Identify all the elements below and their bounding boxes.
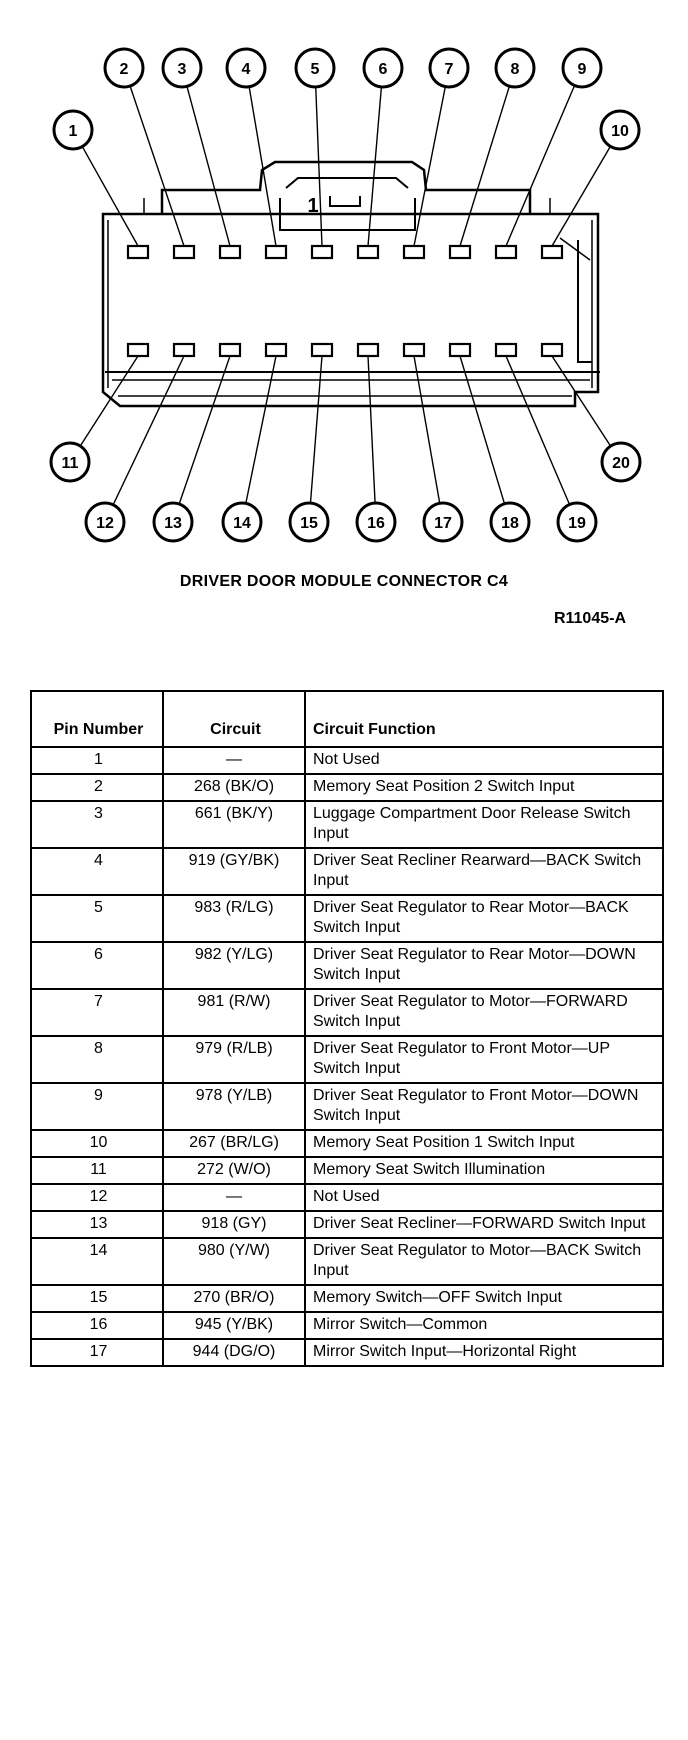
cell-circuit-function: Mirror Switch—Common: [305, 1312, 663, 1339]
leader-line-4: [249, 87, 276, 246]
callout-pin-8: [496, 49, 534, 87]
cell-circuit: —: [163, 747, 305, 774]
cell-circuit-function: Not Used: [305, 747, 663, 774]
svg-text:14: 14: [233, 515, 251, 532]
pin-cavity-4: [266, 246, 286, 258]
diagram-title: DRIVER DOOR MODULE CONNECTOR C4: [179, 573, 509, 590]
svg-text:16: 16: [367, 515, 385, 532]
header-circuit: Circuit: [163, 691, 305, 747]
leader-line-8: [460, 86, 509, 246]
cell-pin-number: 12: [31, 1184, 163, 1211]
cell-circuit: 918 (GY): [163, 1211, 305, 1238]
pin-cavity-10: [542, 246, 562, 258]
cell-circuit-function: Driver Seat Recliner Rearward—BACK Switch Input: [305, 848, 663, 895]
callout-pin-12: [86, 503, 124, 541]
svg-text:10: 10: [611, 123, 629, 140]
diagram-reference: R11045-A: [553, 610, 626, 627]
cell-pin-number: 16: [31, 1312, 163, 1339]
svg-text:18: 18: [501, 515, 519, 532]
cell-circuit: 944 (DG/O): [163, 1339, 305, 1366]
callout-pin-4: [227, 49, 265, 87]
leader-line-19: [506, 356, 570, 505]
svg-text:15: 15: [300, 515, 318, 532]
cell-circuit: 982 (Y/LG): [163, 942, 305, 989]
table-header-row: [31, 691, 663, 747]
table-row: [31, 1285, 663, 1312]
callout-pin-15: [290, 503, 328, 541]
callout-pin-3: [163, 49, 201, 87]
cell-circuit-function: Mirror Switch Input—Horizontal Right: [305, 1339, 663, 1366]
leader-line-17: [414, 356, 440, 503]
leader-line-10: [552, 146, 610, 246]
leader-line-14: [246, 356, 276, 503]
cell-circuit: 981 (R/W): [163, 989, 305, 1036]
leader-line-1: [82, 147, 138, 246]
table-row: [31, 801, 663, 848]
pin-cavity-11: [128, 344, 148, 356]
cell-pin-number: 15: [31, 1285, 163, 1312]
callout-pin-9: [563, 49, 601, 87]
cell-pin-number: 9: [31, 1083, 163, 1130]
pin-cavity-19: [496, 344, 516, 356]
cell-circuit: 268 (BK/O): [163, 774, 305, 801]
pin-cavity-13: [220, 344, 240, 356]
cell-circuit-function: Driver Seat Regulator to Motor—FORWARD Switch Input: [305, 989, 663, 1036]
cell-circuit-function: Driver Seat Regulator to Front Motor—UP Switch Input: [305, 1036, 663, 1083]
table-row: [31, 848, 663, 895]
callout-pin-7: [430, 49, 468, 87]
table-row: [31, 1184, 663, 1211]
callout-pin-1: [54, 111, 92, 149]
svg-text:1: 1: [68, 123, 78, 140]
table-row: [31, 1339, 663, 1366]
leader-line-16: [368, 356, 375, 503]
cell-pin-number: 10: [31, 1130, 163, 1157]
leader-line-3: [187, 86, 230, 246]
callout-pin-20: [602, 443, 640, 481]
cell-circuit-function: Driver Seat Recliner—FORWARD Switch Input: [305, 1211, 663, 1238]
leader-line-2: [130, 86, 184, 246]
svg-text:5: 5: [310, 61, 320, 78]
cell-circuit-function: Memory Seat Position 2 Switch Input: [305, 774, 663, 801]
cell-circuit-function: Driver Seat Regulator to Motor—BACK Switch Input: [305, 1238, 663, 1285]
header-circuit-function: Circuit Function: [305, 691, 663, 747]
table-row: [31, 989, 663, 1036]
svg-text:9: 9: [577, 61, 587, 78]
cell-circuit: 978 (Y/LB): [163, 1083, 305, 1130]
cell-pin-number: 8: [31, 1036, 163, 1083]
pin-cavity-3: [220, 246, 240, 258]
cell-circuit-function: Luggage Compartment Door Release Switch Input: [305, 801, 663, 848]
table-row: [31, 1083, 663, 1130]
pin-cavity-9: [496, 246, 516, 258]
pin-cavity-18: [450, 344, 470, 356]
pin-cavity-5: [312, 246, 332, 258]
cell-circuit: 661 (BK/Y): [163, 801, 305, 848]
leader-line-20: [552, 356, 611, 446]
cell-circuit-function: Memory Seat Position 1 Switch Input: [305, 1130, 663, 1157]
cell-circuit-function: Memory Seat Switch Illumination: [305, 1157, 663, 1184]
connector-key-label: 1: [307, 195, 319, 217]
svg-text:13: 13: [164, 515, 182, 532]
leader-line-15: [310, 356, 322, 503]
table-row: [31, 1211, 663, 1238]
svg-text:7: 7: [444, 61, 454, 78]
cell-circuit: 979 (R/LB): [163, 1036, 305, 1083]
table-row: [31, 1036, 663, 1083]
cell-pin-number: 6: [31, 942, 163, 989]
svg-text:17: 17: [434, 515, 452, 532]
connector-housing: [103, 214, 598, 406]
pin-cavity-2: [174, 246, 194, 258]
cell-circuit: 270 (BR/O): [163, 1285, 305, 1312]
pin-table: [30, 690, 664, 1367]
cell-circuit: 272 (W/O): [163, 1157, 305, 1184]
callout-pin-2: [105, 49, 143, 87]
cell-pin-number: 5: [31, 895, 163, 942]
svg-text:19: 19: [568, 515, 586, 532]
leader-line-11: [80, 356, 138, 446]
cell-circuit-function: Memory Switch—OFF Switch Input: [305, 1285, 663, 1312]
svg-text:2: 2: [119, 61, 129, 78]
cell-pin-number: 13: [31, 1211, 163, 1238]
cell-pin-number: 14: [31, 1238, 163, 1285]
leader-line-18: [460, 356, 505, 504]
cell-pin-number: 11: [31, 1157, 163, 1184]
cell-circuit-function: Driver Seat Regulator to Front Motor—DOWN Switch Input: [305, 1083, 663, 1130]
cell-circuit: 980 (Y/W): [163, 1238, 305, 1285]
leader-line-13: [179, 356, 230, 504]
table-row: [31, 1130, 663, 1157]
leader-line-5: [316, 87, 322, 246]
table-row: [31, 1312, 663, 1339]
svg-text:8: 8: [510, 61, 520, 78]
header-pin-number: Pin Number: [31, 691, 163, 747]
table-row: [31, 747, 663, 774]
svg-text:11: 11: [61, 455, 79, 472]
cell-circuit: 983 (R/LG): [163, 895, 305, 942]
svg-text:12: 12: [96, 515, 114, 532]
pin-cavity-8: [450, 246, 470, 258]
cell-pin-number: 7: [31, 989, 163, 1036]
pin-cavity-1: [128, 246, 148, 258]
pin-cavity-6: [358, 246, 378, 258]
table-row: [31, 895, 663, 942]
table-row: [31, 942, 663, 989]
pin-cavity-20: [542, 344, 562, 356]
leader-line-9: [506, 85, 575, 246]
cell-pin-number: 1: [31, 747, 163, 774]
cell-circuit-function: Not Used: [305, 1184, 663, 1211]
callout-pin-13: [154, 503, 192, 541]
table-row: [31, 774, 663, 801]
pin-cavity-14: [266, 344, 286, 356]
cell-circuit: 919 (GY/BK): [163, 848, 305, 895]
callout-pin-5: [296, 49, 334, 87]
callout-pin-11: [51, 443, 89, 481]
pin-cavity-12: [174, 344, 194, 356]
pin-cavity-15: [312, 344, 332, 356]
callout-pin-10: [601, 111, 639, 149]
svg-text:20: 20: [612, 455, 630, 472]
callout-pin-14: [223, 503, 261, 541]
cell-circuit: 267 (BR/LG): [163, 1130, 305, 1157]
pin-cavity-17: [404, 344, 424, 356]
svg-text:6: 6: [378, 61, 388, 78]
svg-text:4: 4: [241, 61, 251, 78]
svg-text:3: 3: [177, 61, 187, 78]
cell-circuit: —: [163, 1184, 305, 1211]
cell-pin-number: 4: [31, 848, 163, 895]
pin-cavity-7: [404, 246, 424, 258]
cell-circuit-function: Driver Seat Regulator to Rear Motor—DOWN Switch Input: [305, 942, 663, 989]
callout-pin-17: [424, 503, 462, 541]
callout-pin-6: [364, 49, 402, 87]
cell-pin-number: 17: [31, 1339, 163, 1366]
callout-pin-19: [558, 503, 596, 541]
leader-line-6: [368, 87, 381, 246]
pin-cavity-16: [358, 344, 378, 356]
cell-circuit-function: Driver Seat Regulator to Rear Motor—BACK Switch Input: [305, 895, 663, 942]
cell-circuit: 945 (Y/BK): [163, 1312, 305, 1339]
cell-pin-number: 3: [31, 801, 163, 848]
table-row: [31, 1238, 663, 1285]
callout-pin-16: [357, 503, 395, 541]
cell-pin-number: 2: [31, 774, 163, 801]
table-row: [31, 1157, 663, 1184]
callout-pin-18: [491, 503, 529, 541]
